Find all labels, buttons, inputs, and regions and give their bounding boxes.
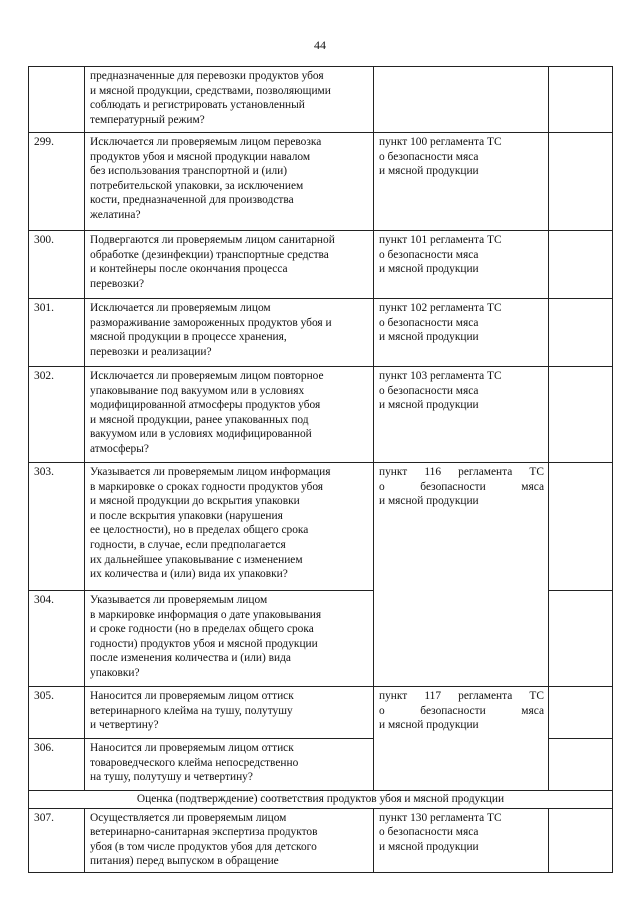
question-line: атмосферы? (90, 442, 149, 455)
question-line: соблюдать и регистрировать установленный (90, 99, 305, 112)
question-cell (85, 367, 374, 463)
check-cell (549, 591, 613, 687)
check-cell (549, 463, 613, 591)
reference-cell (374, 67, 549, 133)
question-line: их количества и (или) вида их упаковки? (90, 568, 288, 581)
row-number: 303. (29, 463, 85, 591)
question-line: их дальнейшее упаковывание с изменением (90, 553, 303, 566)
question-line: Исключается ли проверяемым лицом (90, 302, 271, 314)
reference-cell (374, 231, 549, 299)
check-cell (549, 808, 613, 872)
check-cell (549, 67, 613, 133)
question-cell (85, 67, 374, 133)
row-number-cell (29, 67, 85, 133)
question-line: ее целостности), но в пределах общего срока (90, 524, 309, 537)
question-line: без использования транспортной и (или) (90, 165, 288, 178)
section-row (29, 791, 613, 809)
reference-line: пункт 102 регламента ТС (379, 302, 502, 314)
question-line: Исключается ли проверяемым лицом повторное (90, 370, 324, 382)
row-number: 304. (29, 591, 85, 687)
question-cell (85, 687, 374, 739)
page-number: 44 (314, 38, 326, 52)
reference-line: пункт 130 регламента ТС (379, 811, 502, 824)
question-line: в маркировке информация о дате упаковывания (90, 608, 322, 621)
reference-line: о безопасности мяса (379, 480, 544, 493)
reference-line: и мясной продукции (379, 165, 479, 178)
row-number: 307. (29, 808, 85, 872)
check-cell (549, 367, 613, 463)
reference-cell (374, 367, 549, 463)
reference-line: пункт 103 регламента ТС (379, 370, 502, 382)
reference-cell (374, 299, 549, 367)
question-line: Указывается ли проверяемым лицом информация (90, 466, 331, 478)
reference-line: пункт 101 регламента ТС (379, 234, 502, 246)
reference-line: и мясной продукции (379, 719, 479, 732)
question-line: годности) продуктов убоя и мясной продукции (90, 637, 318, 650)
table-row (29, 463, 613, 591)
question-line: предназначенные для перевозки продуктов убоя (90, 70, 324, 82)
checklist-table (28, 66, 613, 873)
question-line: упаковывание под вакуумом или в условиях (90, 384, 305, 397)
question-line: потребительской упаковки, за исключением (90, 179, 304, 192)
question-line: Наносится ли проверяемым лицом оттиск (90, 742, 294, 754)
question-line: на тушу, полутушу и четвертину? (90, 771, 253, 784)
reference-line: и мясной продукции (379, 263, 479, 276)
question-line: Осуществляется ли проверяемым лицом (90, 811, 287, 824)
row-number: 299. (29, 133, 85, 231)
question-line: годности, в случае, если предполагается (90, 538, 286, 551)
check-cell (549, 299, 613, 367)
reference-line: о безопасности мяса (379, 316, 479, 329)
question-line: перевозки и реализации? (90, 345, 212, 358)
table-row (29, 231, 613, 299)
question-line: и сроке годности (но в пределах общего срока (90, 623, 314, 636)
question-cell (85, 808, 374, 872)
question-line: ветеринарного клейма на тушу, полутушу (90, 704, 293, 717)
question-line: мясной продукции в процессе хранения, (90, 331, 287, 344)
question-line: обработке (дезинфекции) транспортные средства (90, 248, 329, 261)
reference-line: пункт 116 регламента ТС (379, 466, 544, 478)
check-cell (549, 687, 613, 739)
reference-line: о безопасности мяса (379, 384, 479, 397)
reference-cell (374, 133, 549, 231)
question-cell (85, 591, 374, 687)
question-cell (85, 231, 374, 299)
check-cell (549, 739, 613, 791)
question-line: ветеринарно-санитарная экспертиза продуктов (90, 826, 318, 839)
row-number: 306. (29, 739, 85, 791)
question-line: размораживание замороженных продуктов убоя и (90, 316, 332, 329)
row-number: 302. (29, 367, 85, 463)
question-line: после изменения количества и (или) вида (90, 652, 291, 665)
check-cell (549, 133, 613, 231)
table-row (29, 367, 613, 463)
reference-line: и мясной продукции (379, 840, 479, 853)
row-number: 301. (29, 299, 85, 367)
reference-cell (374, 463, 549, 687)
reference-line: пункт 117 регламента ТС (379, 690, 544, 702)
row-number: 305. (29, 687, 85, 739)
reference-line: и мясной продукции (379, 495, 479, 508)
question-line: Указывается ли проверяемым лицом (90, 594, 268, 606)
question-line: Исключается ли проверяемым лицом перевозка (90, 136, 322, 148)
question-line: Подвергаются ли проверяемым лицом санитарной (90, 234, 335, 246)
question-line: кости, предназначенной для производства (90, 194, 294, 207)
question-line: перевозки? (90, 277, 145, 290)
question-line: товароведческого клейма непосредственно (90, 756, 299, 769)
question-line: и контейнеры после окончания процесса (90, 263, 288, 276)
reference-line: и мясной продукции (379, 331, 479, 344)
row-number: 300. (29, 231, 85, 299)
question-line: в маркировке о сроках годности продуктов убоя (90, 480, 324, 493)
question-line: питания) перед выпуском в обращение (90, 855, 279, 868)
table-row (29, 133, 613, 231)
table-row (29, 687, 613, 739)
question-line: температурный режим? (90, 113, 205, 126)
question-line: упаковки? (90, 666, 140, 679)
table-row (29, 808, 613, 872)
continuation-row (29, 67, 613, 133)
reference-cell (374, 808, 549, 872)
table-row (29, 299, 613, 367)
question-cell (85, 463, 374, 591)
question-line: желатина? (90, 208, 141, 221)
question-line: вакуумом или в условиях модифицированной (90, 428, 312, 441)
question-line: Наносится ли проверяемым лицом оттиск (90, 690, 294, 702)
question-line: продуктов убоя и мясной продукции навалом (90, 150, 311, 163)
question-cell (85, 299, 374, 367)
question-line: убоя (в том числе продуктов убоя для детского (90, 840, 317, 853)
question-line: модифицированной атмосферы продуктов убоя (90, 399, 321, 412)
check-cell (549, 231, 613, 299)
reference-line: пункт 100 регламента ТС (379, 136, 502, 148)
reference-line: о безопасности мяса (379, 150, 479, 163)
question-line: и мясной продукции, средствами, позволяющими (90, 84, 331, 97)
question-line: и мясной продукции до вскрытия упаковки (90, 495, 300, 508)
reference-line: и мясной продукции (379, 399, 479, 412)
reference-line: о безопасности мяса (379, 704, 544, 717)
reference-line: о безопасности мяса (379, 826, 479, 839)
question-cell (85, 133, 374, 231)
question-cell (85, 739, 374, 791)
question-line: и четвертину? (90, 719, 159, 732)
question-line: и мясной продукции, ранее упакованных под (90, 413, 309, 426)
question-line: и после вскрытия упаковки (нарушения (90, 509, 283, 522)
reference-cell (374, 687, 549, 791)
reference-line: о безопасности мяса (379, 248, 479, 261)
section-heading: Оценка (подтверждение) соответствия продуктов убоя и мясной продукции (29, 791, 613, 809)
